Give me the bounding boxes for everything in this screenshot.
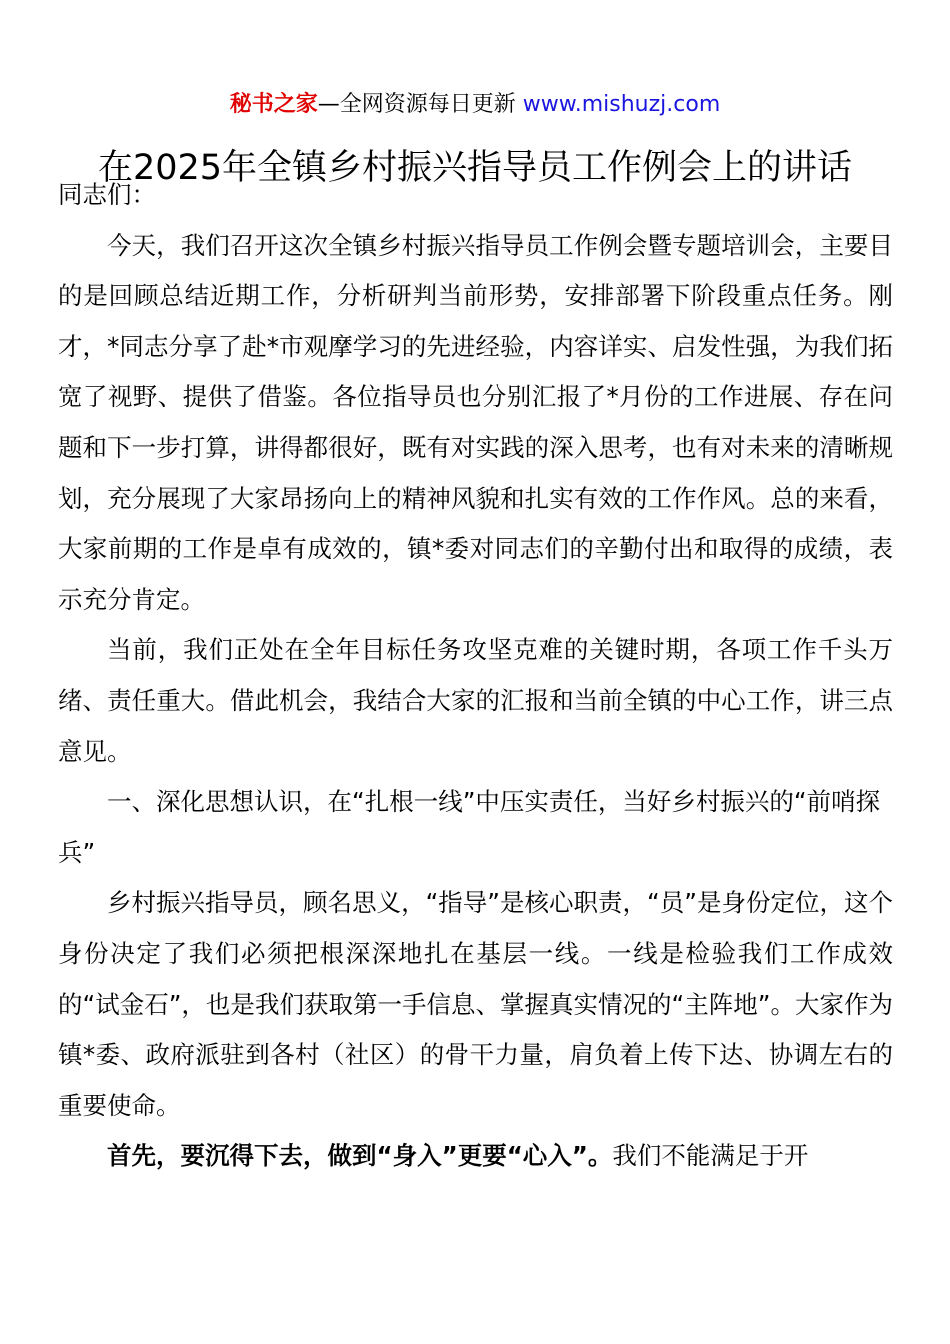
paragraph-1: 今天，我们召开这次全镇乡村振兴指导员工作例会暨专题培训会，主要目的是回顾总结近期工作，分析研判当前形势，安排部署下阶段重点任务。刚才，*同志分享了赴*市观摩学习的先进经验，内容详实、启发性强，为我们拓宽了视野、提供了借鉴。各位指导员也分别汇报了*月份的工作进展、存在问题和下一步打算，讲得都很好，既有对实践的深入思考，也有对未来的清晰规划，充分展现了大家昂扬向上的精神风貌和扎实有效的工作作风。总的来看，大家前期的工作是卓有成效的，镇*委对同志们的辛勤付出和取得的成绩，表示充分肯定。 [58,230,893,614]
paragraph-2: 当前，我们正处在全年目标任务攻坚克难的关键时期，各项工作千头万绪、责任重大。借此机会，我结合大家的汇报和当前全镇的中心工作，讲三点意见。 [58,635,893,766]
section-paragraph: 乡村振兴指导员，顾名思义，“指导”是核心职责，“员”是身份定位，这个身份决定了我们必须把根深深地扎在基层一线。一线是检验我们工作成效的“试金石”，也是我们获取第一手信息、掌握真实情况的“主阵地”。大家作为镇*委、政府派驻到各村（社区）的骨干力量，肩负着上传下达、协调左右的重要使命。 [58,888,893,1120]
last-paragraph-lead: 首先，要沉得下去，做到“身入”更要“心入”。 [107,1141,613,1171]
last-paragraph [58,1131,893,1182]
salutation: 同志们： [58,180,156,209]
document-body [58,170,893,1182]
document-title: 在2025年全镇乡村振兴指导员工作例会上的讲话 [97,148,853,188]
last-paragraph-text: 我们不能满足于开 [612,1141,809,1171]
site-url[interactable]: www.mishuzj.com [522,92,721,117]
brand-name: 秘书之家 [229,92,318,117]
header-tagline: —全网资源每日更新 [317,92,516,117]
section-heading: 一、深化思想认识，在“扎根一线”中压实责任，当好乡村振兴的“前哨探兵” [58,787,881,867]
site-header [0,88,950,122]
